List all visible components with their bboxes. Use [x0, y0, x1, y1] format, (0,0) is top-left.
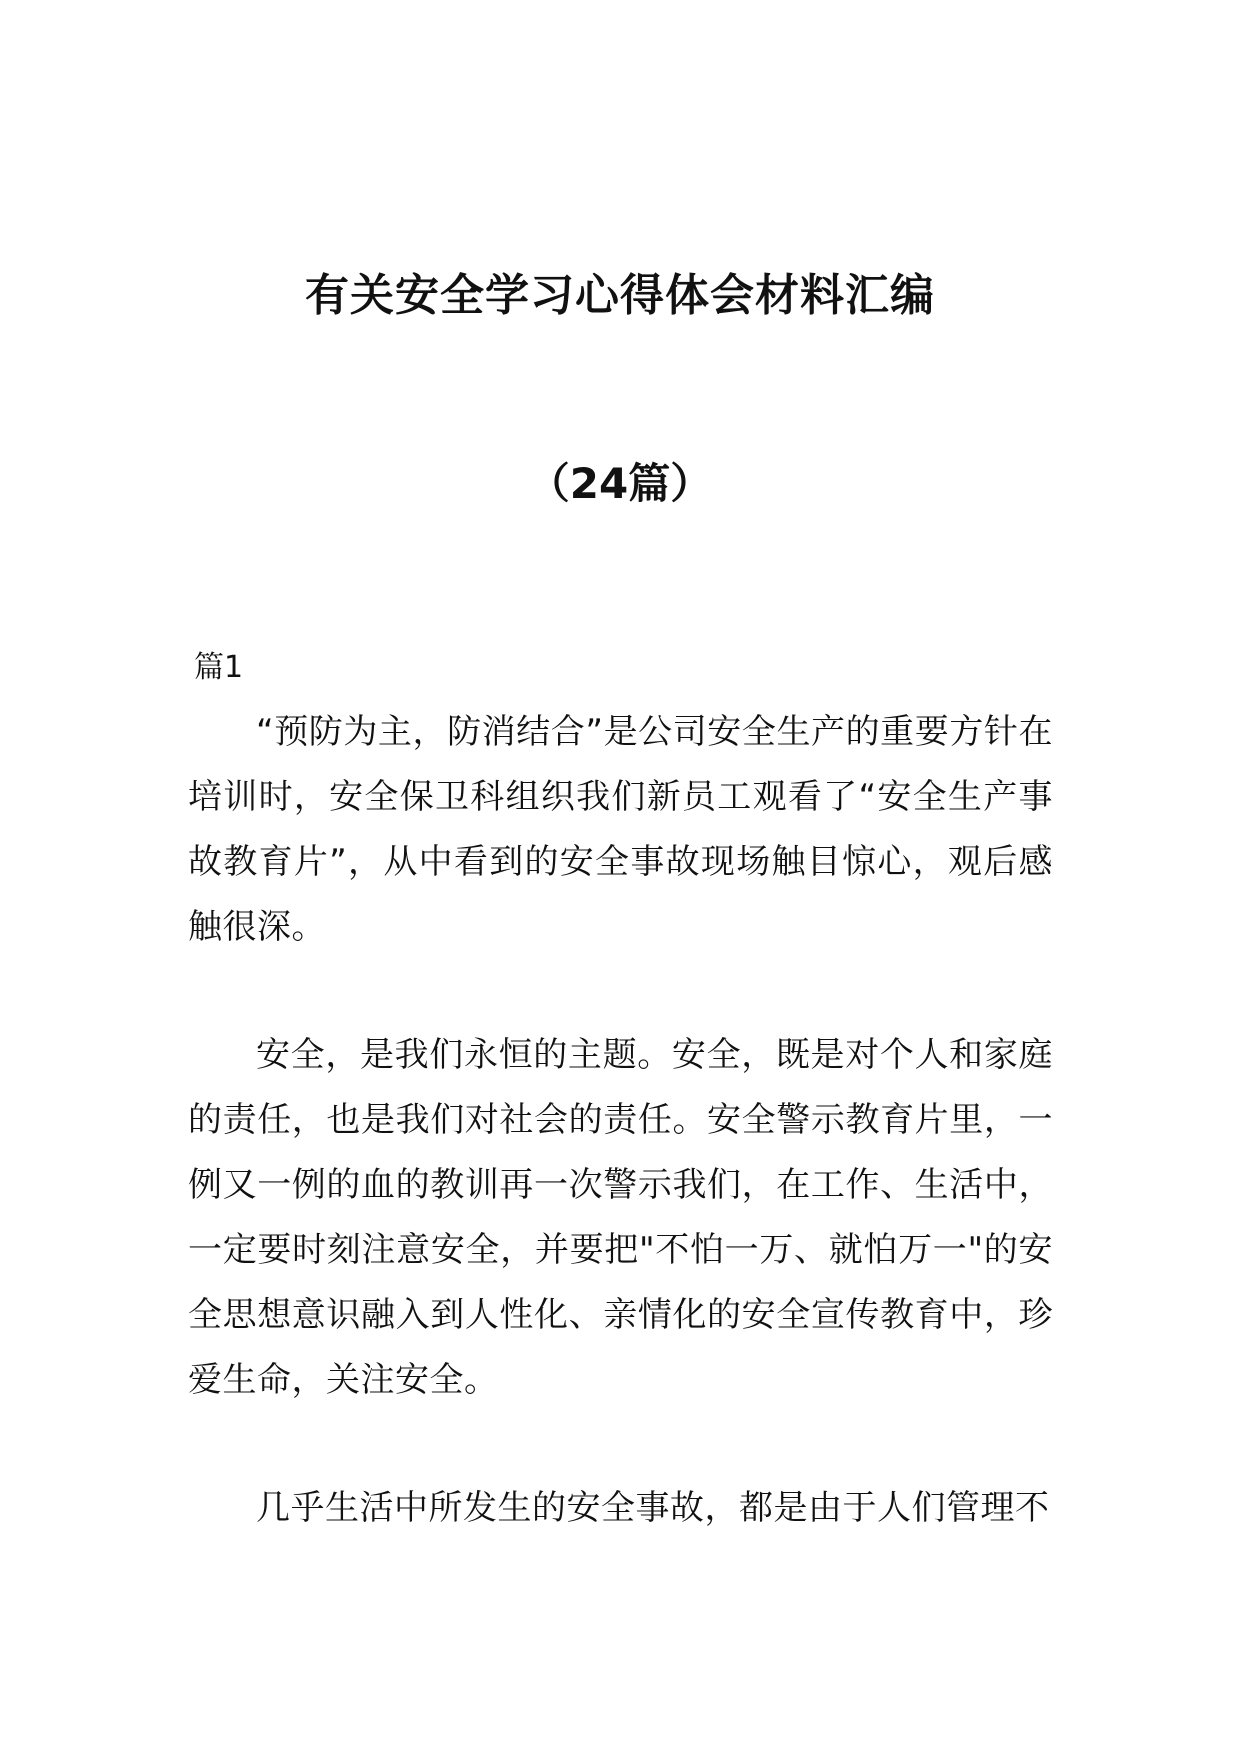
paragraph-2: 安全，是我们永恒的主题。安全，既是对个人和家庭的责任，也是我们对社会的责任。安全警示教育片里，一例又一例的血的教训再一次警示我们，在工作、生活中，一定要时刻注意安全，并要把"不怕一万、就怕万一"的安全思想意识融入到人性化、亲情化的安全宣传教育中，珍爱生命，关注安全。	[188, 1035, 1053, 1400]
document-title: 有关安全学习心得体会材料汇编	[305, 270, 935, 321]
paragraph-3: 几乎生活中所发生的安全事故，都是由于人们管理不	[256, 1488, 1050, 1528]
document-subtitle: （24篇）	[527, 459, 713, 508]
paragraph-1: “预防为主，防消结合”是公司安全生产的重要方针在培训时，安全保卫科组织我们新员工观看了“安全生产事故教育片”，从中看到的安全事故现场触目惊心，观后感触很深。	[188, 712, 1053, 947]
section-label: 篇1	[194, 650, 244, 685]
